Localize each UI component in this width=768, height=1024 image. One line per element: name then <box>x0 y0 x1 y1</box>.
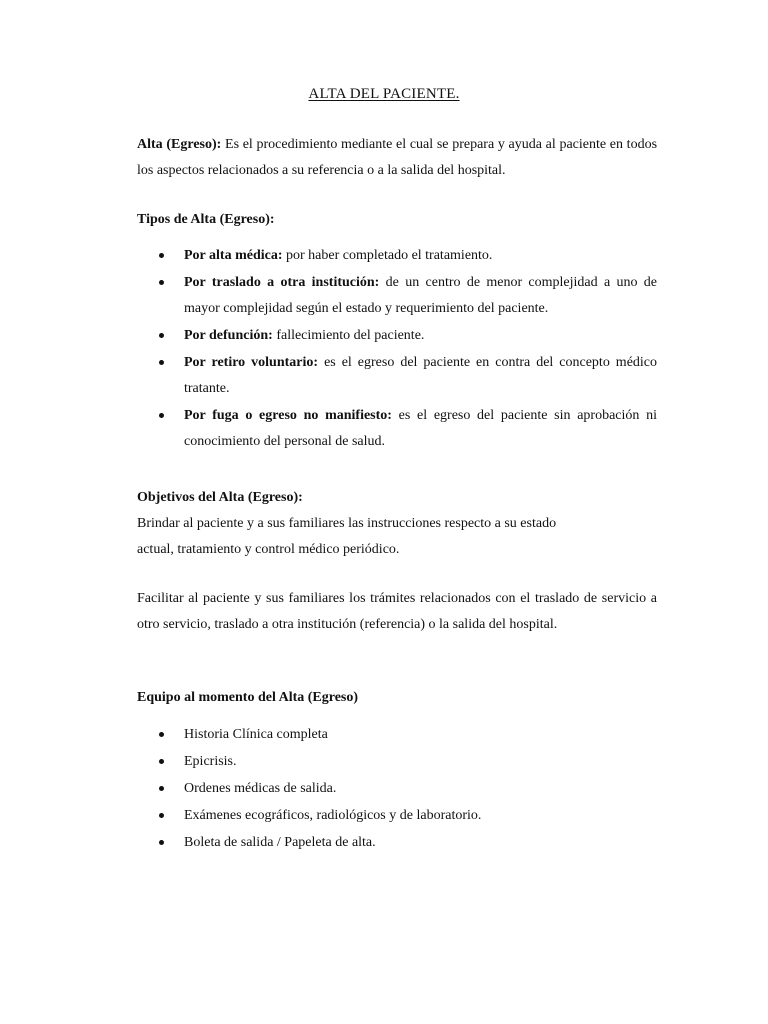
bullet-icon <box>159 253 164 258</box>
list-item <box>137 803 657 829</box>
bullet-icon <box>159 813 164 818</box>
list-item-text: fallecimiento del paciente. <box>276 328 425 343</box>
list-item-text: Epicrisis. <box>184 754 237 769</box>
list-item-text: Historia Clínica completa <box>184 727 328 742</box>
list-item <box>137 749 657 775</box>
equipo-heading: Equipo al momento del Alta (Egreso) <box>137 690 359 705</box>
list-item <box>137 722 657 748</box>
equipo-list-container <box>137 722 657 857</box>
list-item-text: Boleta de salida / Papeleta de alta. <box>184 835 376 850</box>
tipos-heading: Tipos de Alta (Egreso): <box>137 212 275 227</box>
bullet-icon <box>159 413 164 418</box>
list-item <box>137 403 657 455</box>
list-item-text: por haber completado el tratamiento. <box>286 248 493 263</box>
list-item-term: Por retiro voluntario: <box>184 355 319 370</box>
list-item-term: Por traslado a otra institución: <box>184 275 380 290</box>
bullet-icon <box>159 280 164 285</box>
list-item <box>137 270 657 322</box>
objetivos-paragraph-2: Facilitar al paciente y sus familiares los trámites relacionados con el traslado de servicio a otro servicio, traslado a otra institución (referencia) o la salida del hospital. <box>137 591 657 632</box>
list-item-term: Por defunción: <box>184 328 273 343</box>
definition-text: Es el procedimiento mediante el cual se prepara y ayuda al paciente en todos los aspectos relacionados a su referencia o a la salida del hospital. <box>137 137 658 178</box>
bullet-icon <box>159 840 164 845</box>
list-item <box>137 350 657 402</box>
list-item <box>137 243 657 269</box>
list-item-text: es el egreso del paciente en contra del concepto médico tratante. <box>184 355 658 396</box>
list-item <box>137 830 657 856</box>
bullet-icon <box>159 360 164 365</box>
objetivos-line-1: Brindar al paciente y a sus familiares las instrucciones respecto a su estado <box>137 516 557 531</box>
bullet-icon <box>159 759 164 764</box>
objetivos-paragraph-1 <box>137 511 657 563</box>
definition-term: Alta (Egreso): <box>137 137 222 152</box>
list-item-text: de un centro de menor complejidad a uno de mayor complejidad según el estado y requerimiento del paciente. <box>184 275 658 316</box>
list-item-term: Por fuga o egreso no manifiesto: <box>184 408 392 423</box>
objetivos-heading: Objetivos del Alta (Egreso): <box>137 490 303 505</box>
list-item-text: Ordenes médicas de salida. <box>184 781 337 796</box>
tipos-list-container <box>137 243 657 456</box>
list-item <box>137 323 657 349</box>
objetivos-line-2: actual, tratamiento y control médico periódico. <box>137 542 400 557</box>
tipos-list <box>137 243 657 455</box>
page-title <box>0 86 768 103</box>
list-item-text: Exámenes ecográficos, radiológicos y de laboratorio. <box>184 808 482 823</box>
bullet-icon <box>159 732 164 737</box>
definition-paragraph <box>137 132 657 184</box>
list-item-text: es el egreso del paciente sin aprobación ni conocimiento del personal de salud. <box>184 408 657 449</box>
bullet-icon <box>159 786 164 791</box>
list-item <box>137 776 657 802</box>
equipo-list <box>137 722 657 856</box>
list-item-term: Por alta médica: <box>184 248 283 263</box>
bullet-icon <box>159 333 164 338</box>
page-title-text: ALTA DEL PACIENTE. <box>308 86 460 102</box>
